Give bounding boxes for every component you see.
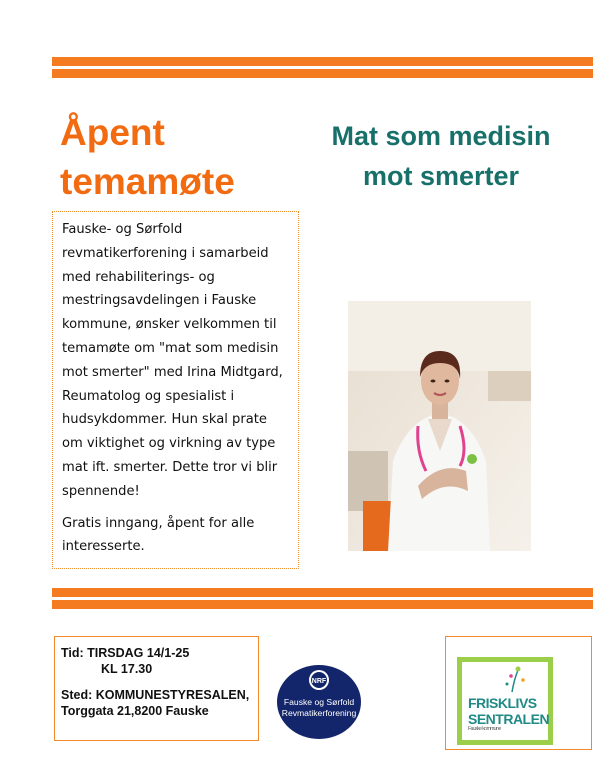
nrf-logo-line1: Fauske og Sørfold: [283, 697, 355, 707]
middle-orange-band: [52, 588, 593, 609]
time-line: Tid: TIRSDAG 14/1-25: [61, 646, 190, 660]
address-line: Torggata 21,8200 Fauske: [61, 704, 209, 718]
frisklivs-line1: FRISKLIVS: [468, 695, 537, 711]
frisklivs-logo-frame: [445, 636, 592, 750]
event-info-box: [54, 636, 259, 741]
frisklivs-small: Fauske kommune: [468, 726, 501, 732]
intro-paragraph: Fauske- og Sørfold revmatikerforening i samarbeid med rehabiliterings- og mestringsavdelingen i Fauske kommune, ønsker velkommen til temamøte om "mat som medisin mot smerter" med Irina Midtgard, Reumatolog og spesialist i hudsykdommer. Hun skal prate om viktighet og virkning av type mat ift. smerter. Dette tror vi blir spennende!: [62, 222, 283, 499]
subtitle: Mat som medisin mot smerter: [331, 121, 551, 191]
headline: Åpent temamøte: [60, 112, 235, 202]
clock-line: KL 17.30: [101, 662, 153, 676]
nrf-logo: [276, 664, 362, 740]
nrf-logo-line2: Revmatikerforening: [281, 708, 357, 718]
place-line: Sted: KOMMUNESTYRESALEN,: [61, 688, 250, 702]
admission-paragraph: Gratis inngang, åpent for alle interesserte.: [62, 515, 255, 555]
nrf-badge-text: NRF: [311, 678, 327, 685]
frisklivs-logo: [457, 657, 553, 745]
top-orange-band: [52, 57, 593, 78]
intro-text-box: [52, 211, 299, 569]
frisklivs-line2: SENTRALEN: [468, 711, 550, 727]
speaker-photo: [348, 301, 531, 551]
